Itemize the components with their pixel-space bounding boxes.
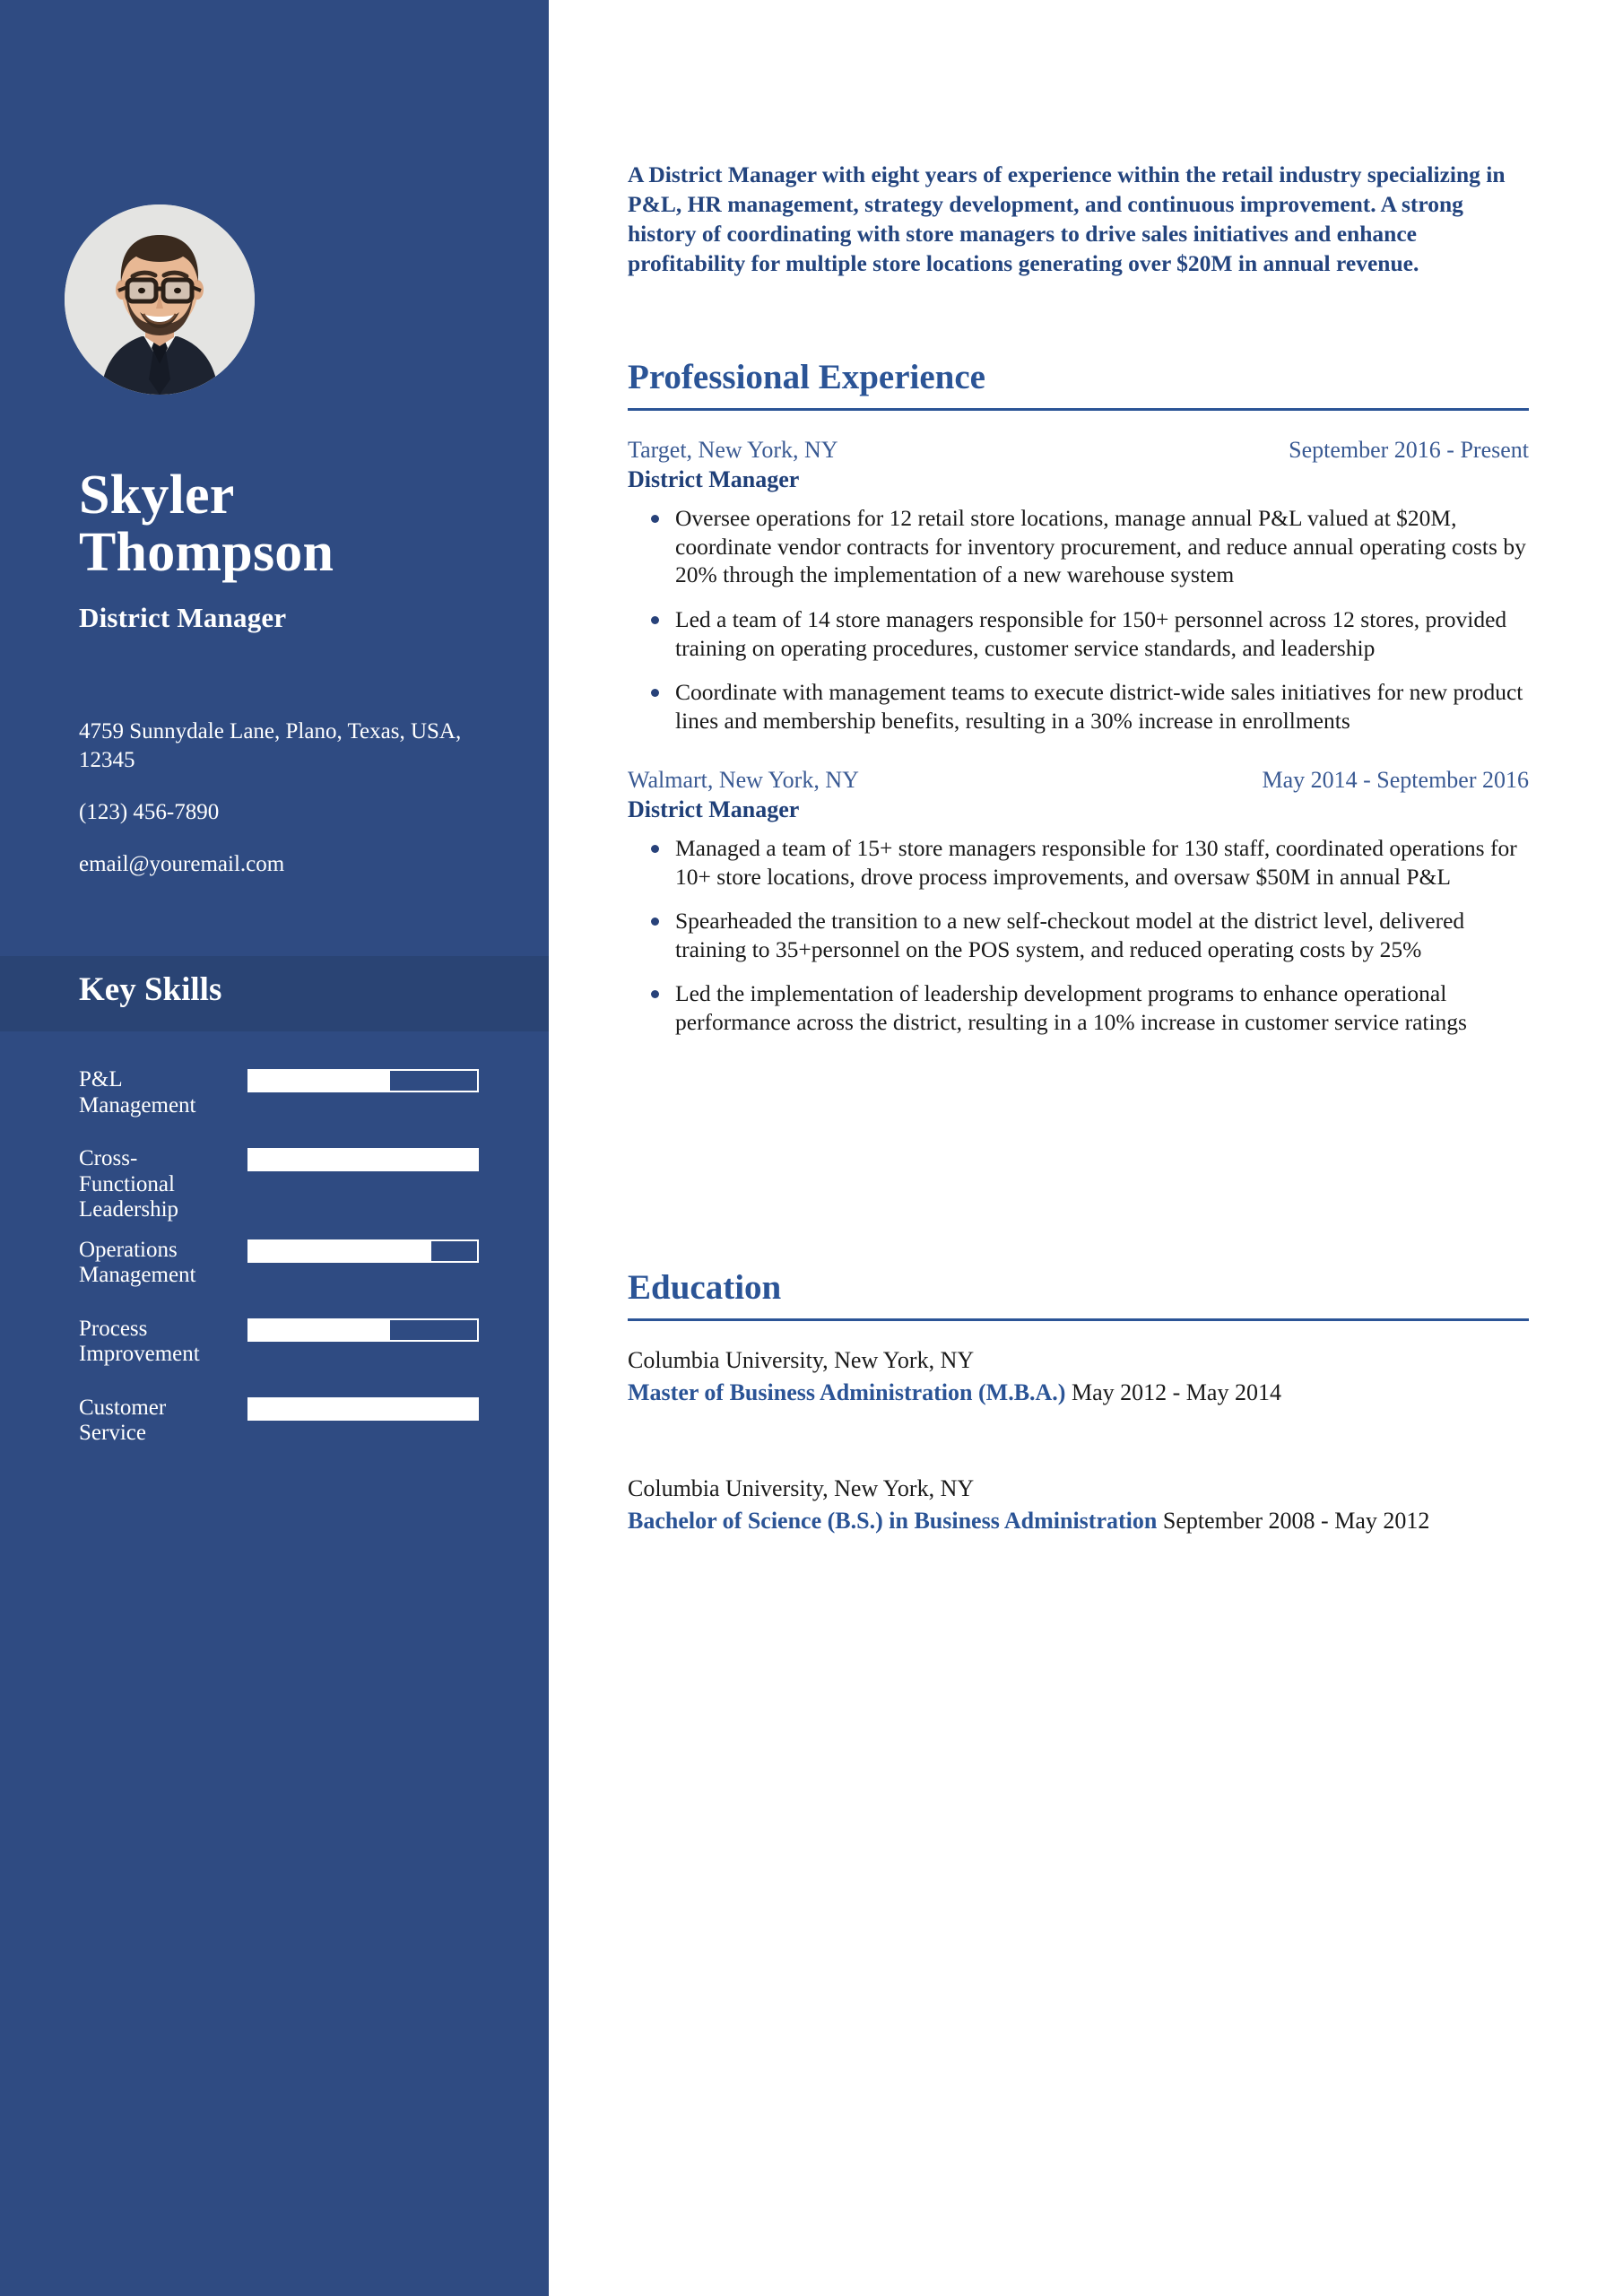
main-content <box>628 0 1533 2296</box>
skill-row <box>0 1317 549 1381</box>
skill-label: Process Improvement <box>79 1316 200 1366</box>
degree-line <box>628 1507 1529 1536</box>
responsibility-list <box>628 834 1529 1037</box>
experience-divider <box>628 408 1529 411</box>
experience-entry <box>628 766 1529 1037</box>
skill-level-fill <box>249 1399 477 1419</box>
skill-row <box>0 1146 549 1223</box>
experience-heading: Professional Experience <box>628 358 985 396</box>
job-role-title: District Manager <box>628 796 800 822</box>
responsibility-item: Led the implementation of leadership development programs to enhance operational performance across the district, resulting in a 10% increase in customer service ratings <box>628 979 1529 1036</box>
name-block <box>79 466 527 634</box>
skill-level-fill <box>249 1241 431 1261</box>
degree-line <box>628 1378 1529 1408</box>
name-last: Thompson <box>79 522 334 584</box>
degree-dates: May 2012 - May 2014 <box>1071 1379 1281 1406</box>
skill-label: Operations Management <box>79 1237 196 1287</box>
degree-name: Master of Business Administration (M.B.A.) <box>628 1379 1066 1406</box>
education-heading: Education <box>628 1268 782 1307</box>
key-skills-band <box>0 956 549 1031</box>
experience-section <box>628 359 1529 1067</box>
skill-level-fill <box>249 1071 390 1091</box>
skill-level-bar <box>247 1239 479 1263</box>
contact-phone: (123) 456-7890 <box>79 800 220 824</box>
school-name: Columbia University, New York, NY <box>628 1474 975 1501</box>
skill-level-bar <box>247 1397 479 1421</box>
key-skills-list <box>0 1067 549 1474</box>
experience-entry-header <box>628 766 1529 794</box>
experience-entry <box>628 436 1529 735</box>
name-first: Skyler <box>79 465 235 526</box>
key-skills-heading: Key Skills <box>79 971 222 1008</box>
skill-level-bar <box>247 1069 479 1092</box>
professional-summary: A District Manager with eight years of experience within the retail industry specializing in P&L, HR management, strategy development, and continuous improvement. A strong history of coordinating with store managers to drive sales initiatives and enhance profitability for multiple store locations generating over $20M in annual revenue. <box>628 161 1506 277</box>
employment-dates: May 2014 - September 2016 <box>1262 766 1529 793</box>
degree-name: Bachelor of Science (B.S.) in Business Administration <box>628 1508 1158 1535</box>
jobs-container <box>628 436 1529 1037</box>
skill-label: Customer Service <box>79 1395 167 1445</box>
school-name: Columbia University, New York, NY <box>628 1346 975 1373</box>
skill-label: Cross-Functional Leadership <box>79 1146 179 1222</box>
employer-name: Target, New York, NY <box>628 436 838 463</box>
skill-level-bar <box>247 1318 479 1342</box>
skill-level-fill <box>249 1150 477 1170</box>
education-container <box>628 1346 1529 1536</box>
contact-block <box>79 718 500 879</box>
education-divider <box>628 1318 1529 1321</box>
profile-photo-icon <box>65 204 255 395</box>
experience-entry-header <box>628 436 1529 464</box>
skill-row <box>0 1067 549 1132</box>
responsibility-item: Led a team of 14 store managers responsible for 150+ personnel across 12 stores, provided training on operating procedures, customer service standards, and leadership <box>628 605 1529 662</box>
education-entry <box>628 1346 1529 1408</box>
candidate-name <box>79 466 527 582</box>
responsibility-list <box>628 504 1529 735</box>
education-section <box>628 1269 1529 1603</box>
skill-level-bar <box>247 1148 479 1171</box>
contact-address: 4759 Sunnydale Lane, Plano, Texas, USA, 12345 <box>79 719 462 772</box>
contact-email: email@youremail.com <box>79 852 285 876</box>
responsibility-item: Spearheaded the transition to a new self-checkout model at the district level, delivered training to 35+personnel on the POS system, and reduced operating costs by 25% <box>628 907 1529 963</box>
responsibility-item: Managed a team of 15+ store managers responsible for 130 staff, coordinated operations for 10+ store locations, drove process improvements, and oversaw $50M in annual P&L <box>628 834 1529 891</box>
employer-name: Walmart, New York, NY <box>628 766 859 793</box>
skill-level-fill <box>249 1320 390 1340</box>
responsibility-item: Oversee operations for 12 retail store locations, manage annual P&L valued at $20M, coordinate vendor contracts for inventory procurement, and reduce annual operating costs by 20% through the implementation of a new warehouse system <box>628 504 1529 589</box>
degree-dates: September 2008 - May 2012 <box>1162 1508 1430 1535</box>
skill-row <box>0 1396 549 1460</box>
education-entry <box>628 1474 1529 1536</box>
avatar <box>65 204 255 395</box>
skill-label: P&L Management <box>79 1067 196 1118</box>
sidebar <box>0 0 549 2296</box>
responsibility-item: Coordinate with management teams to execute district-wide sales initiatives for new product lines and membership benefits, resulting in a 30% increase in enrollments <box>628 678 1529 735</box>
candidate-job-title: District Manager <box>79 601 287 633</box>
job-role-title: District Manager <box>628 466 800 493</box>
employment-dates: September 2016 - Present <box>1289 436 1529 463</box>
skill-row <box>0 1238 549 1302</box>
